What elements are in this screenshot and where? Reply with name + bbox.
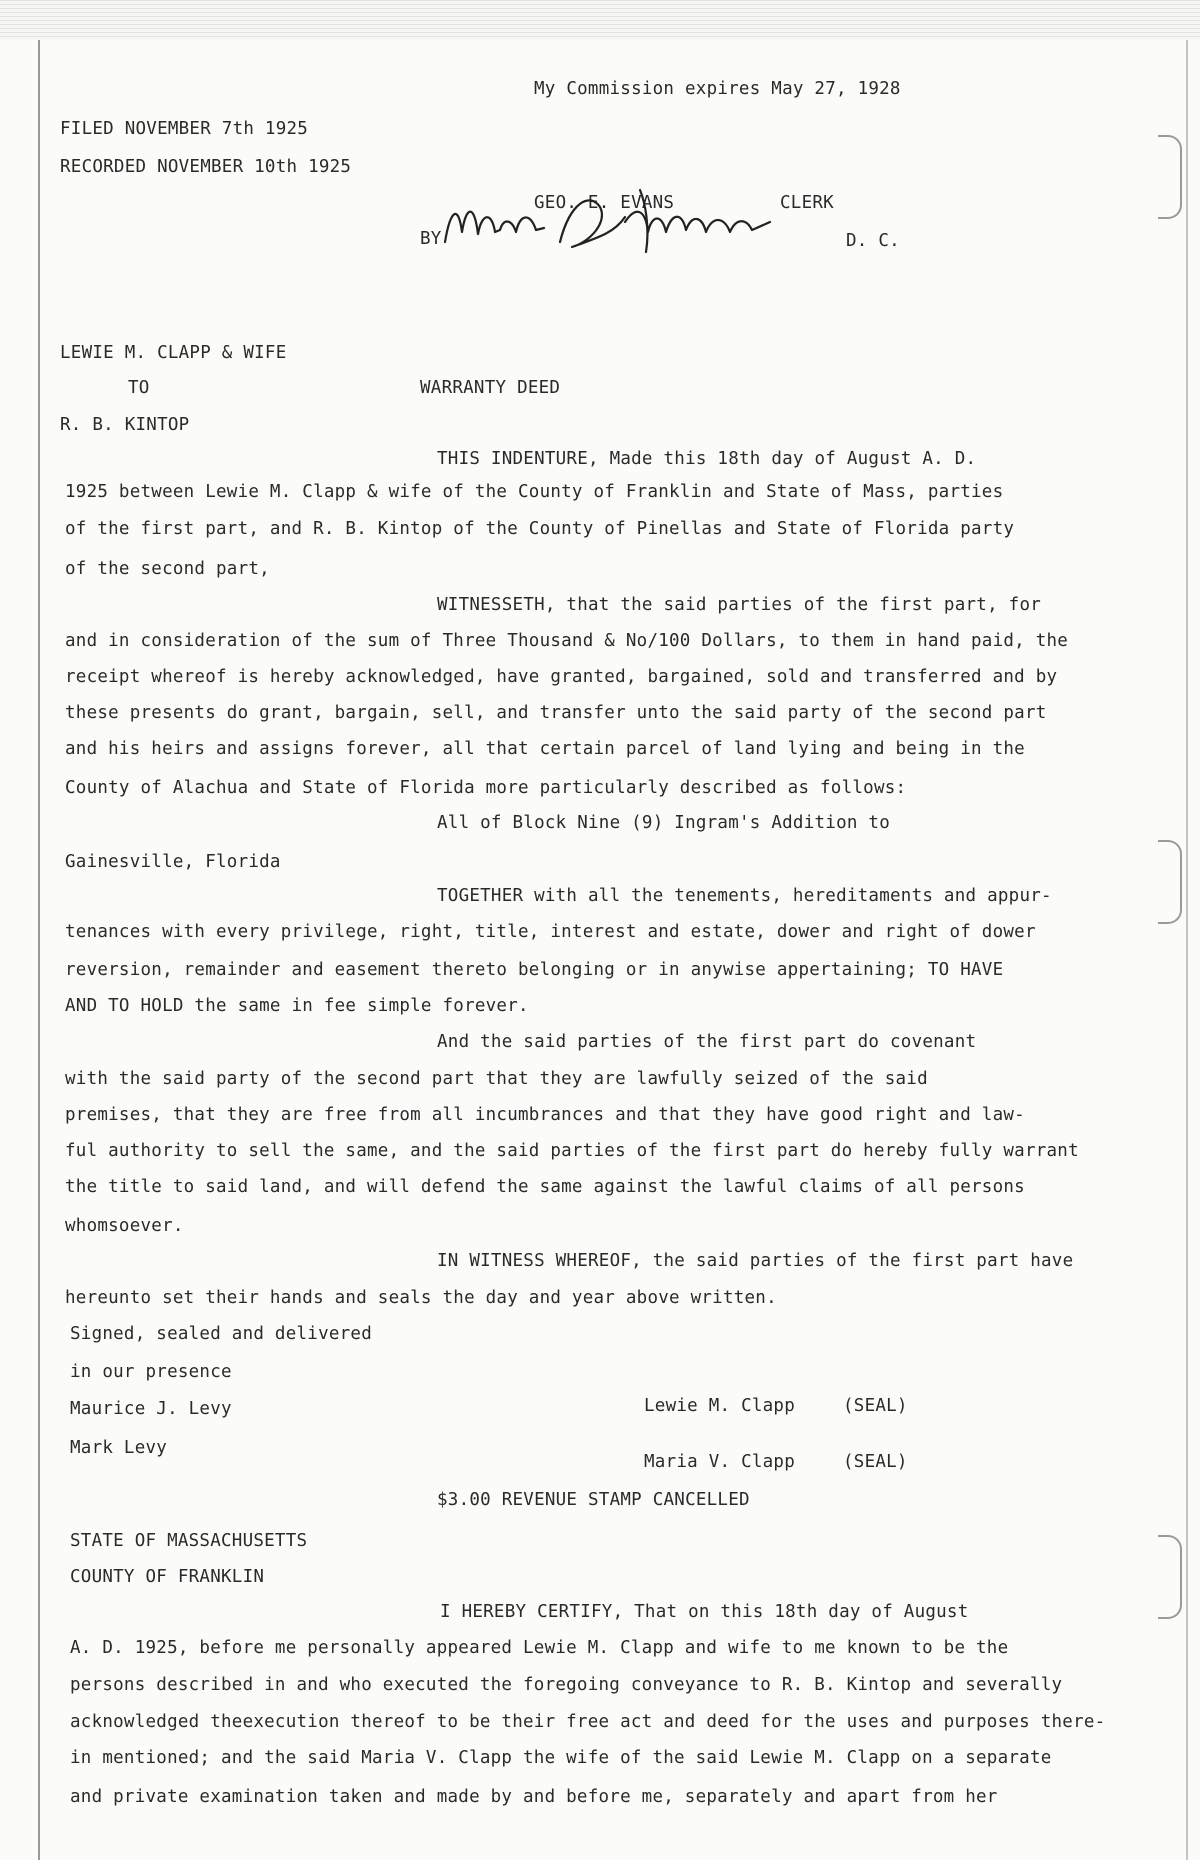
certificate-line: I HEREBY CERTIFY, That on this 18th day of August	[440, 1602, 969, 1622]
signer-name: Maria V. Clapp	[644, 1452, 796, 1472]
body-line: and in consideration of the sum of Three Thousand & No/100 Dollars, to them in hand paid, the	[65, 631, 1069, 651]
certificate-line: and private examination taken and made by and before me, separately and apart from her	[70, 1787, 998, 1807]
commission-expiry: My Commission expires May 27, 1928	[534, 79, 901, 99]
to-label: TO	[128, 378, 150, 398]
binder-ring	[1158, 1535, 1182, 1619]
body-line: whomsoever.	[65, 1216, 184, 1236]
body-line: THIS INDENTURE, Made this 18th day of August A. D.	[437, 449, 977, 469]
body-line: TOGETHER with all the tenements, hereditaments and appur-	[437, 886, 1052, 906]
body-line: And the said parties of the first part do covenant	[437, 1032, 977, 1052]
body-line: AND TO HOLD the same in fee simple forever.	[65, 996, 529, 1016]
state-heading: STATE OF MASSACHUSETTS	[70, 1531, 308, 1551]
body-line: of the first part, and R. B. Kintop of the County of Pinellas and State of Florida party	[65, 519, 1015, 539]
filed-date: FILED NOVEMBER 7th 1925	[60, 119, 309, 139]
certificate-line: acknowledged theexecution thereof to be their free act and deed for the uses and purposes there-	[70, 1712, 1106, 1732]
body-line: tenances with every privilege, right, title, interest and estate, dower and right of dower	[65, 922, 1036, 942]
scan-top-border	[0, 0, 1200, 40]
by-label: BY	[420, 229, 442, 249]
body-line: 1925 between Lewie M. Clapp & wife of the County of Franklin and State of Mass, parties	[65, 482, 1004, 502]
seal-label: (SEAL)	[843, 1452, 908, 1472]
seal-label: (SEAL)	[843, 1396, 908, 1416]
binder-ring	[1158, 840, 1182, 924]
signed-line: Signed, sealed and delivered	[70, 1324, 373, 1344]
body-line: these presents do grant, bargain, sell, and transfer unto the said party of the second part	[65, 703, 1047, 723]
body-line: IN WITNESS WHEREOF, the said parties of the first part have	[437, 1251, 1074, 1271]
body-line: of the second part,	[65, 559, 270, 579]
binder-ring	[1158, 135, 1182, 219]
signer-name: Lewie M. Clapp	[644, 1396, 796, 1416]
certificate-line: in mentioned; and the said Maria V. Clapp the wife of the said Lewie M. Clapp on a separate	[70, 1748, 1052, 1768]
certificate-line: persons described in and who executed the foregoing conveyance to R. B. Kintop and severally	[70, 1675, 1063, 1695]
body-line: reversion, remainder and easement thereto belonging or in anywise appertaining; TO HAVE	[65, 960, 1004, 980]
clerk-name: GEO. E. EVANS	[534, 193, 675, 213]
body-line: County of Alachua and State of Florida more particularly described as follows:	[65, 778, 907, 798]
clerk-title: CLERK	[780, 193, 834, 213]
witness-name: Mark Levy	[70, 1438, 168, 1458]
page-left-edge	[38, 40, 40, 1860]
body-line: the title to said land, and will defend the same against the lawful claims of all persons	[65, 1177, 1025, 1197]
recorded-date: RECORDED NOVEMBER 10th 1925	[60, 157, 352, 177]
deputy-clerk-signature	[440, 172, 780, 272]
body-line: receipt whereof is hereby acknowledged, have granted, bargained, sold and transferred and by	[65, 667, 1058, 687]
body-line: WITNESSETH, that the said parties of the first part, for	[437, 595, 1042, 615]
revenue-stamp-note: $3.00 REVENUE STAMP CANCELLED	[437, 1490, 750, 1510]
deed-type: WARRANTY DEED	[420, 378, 561, 398]
signed-line: in our presence	[70, 1362, 232, 1382]
property-description: All of Block Nine (9) Ingram's Addition to	[437, 813, 891, 833]
body-line: and his heirs and assigns forever, all that certain parcel of land lying and being in the	[65, 739, 1025, 759]
body-line: hereunto set their hands and seals the day and year above written.	[65, 1288, 777, 1308]
body-line: ful authority to sell the same, and the said parties of the first part do hereby fully warrant	[65, 1141, 1079, 1161]
property-description: Gainesville, Florida	[65, 852, 281, 872]
body-line: with the said party of the second part that they are lawfully seized of the said	[65, 1069, 928, 1089]
deputy-clerk-label: D. C.	[846, 231, 900, 251]
grantor: LEWIE M. CLAPP & WIFE	[60, 343, 287, 363]
grantee: R. B. KINTOP	[60, 415, 190, 435]
certificate-line: A. D. 1925, before me personally appeared Lewie M. Clapp and wife to me known to be the	[70, 1638, 1009, 1658]
witness-name: Maurice J. Levy	[70, 1399, 232, 1419]
page-right-edge	[1186, 40, 1188, 1860]
county-heading: COUNTY OF FRANKLIN	[70, 1567, 265, 1587]
body-line: premises, that they are free from all incumbrances and that they have good right and law-	[65, 1105, 1025, 1125]
